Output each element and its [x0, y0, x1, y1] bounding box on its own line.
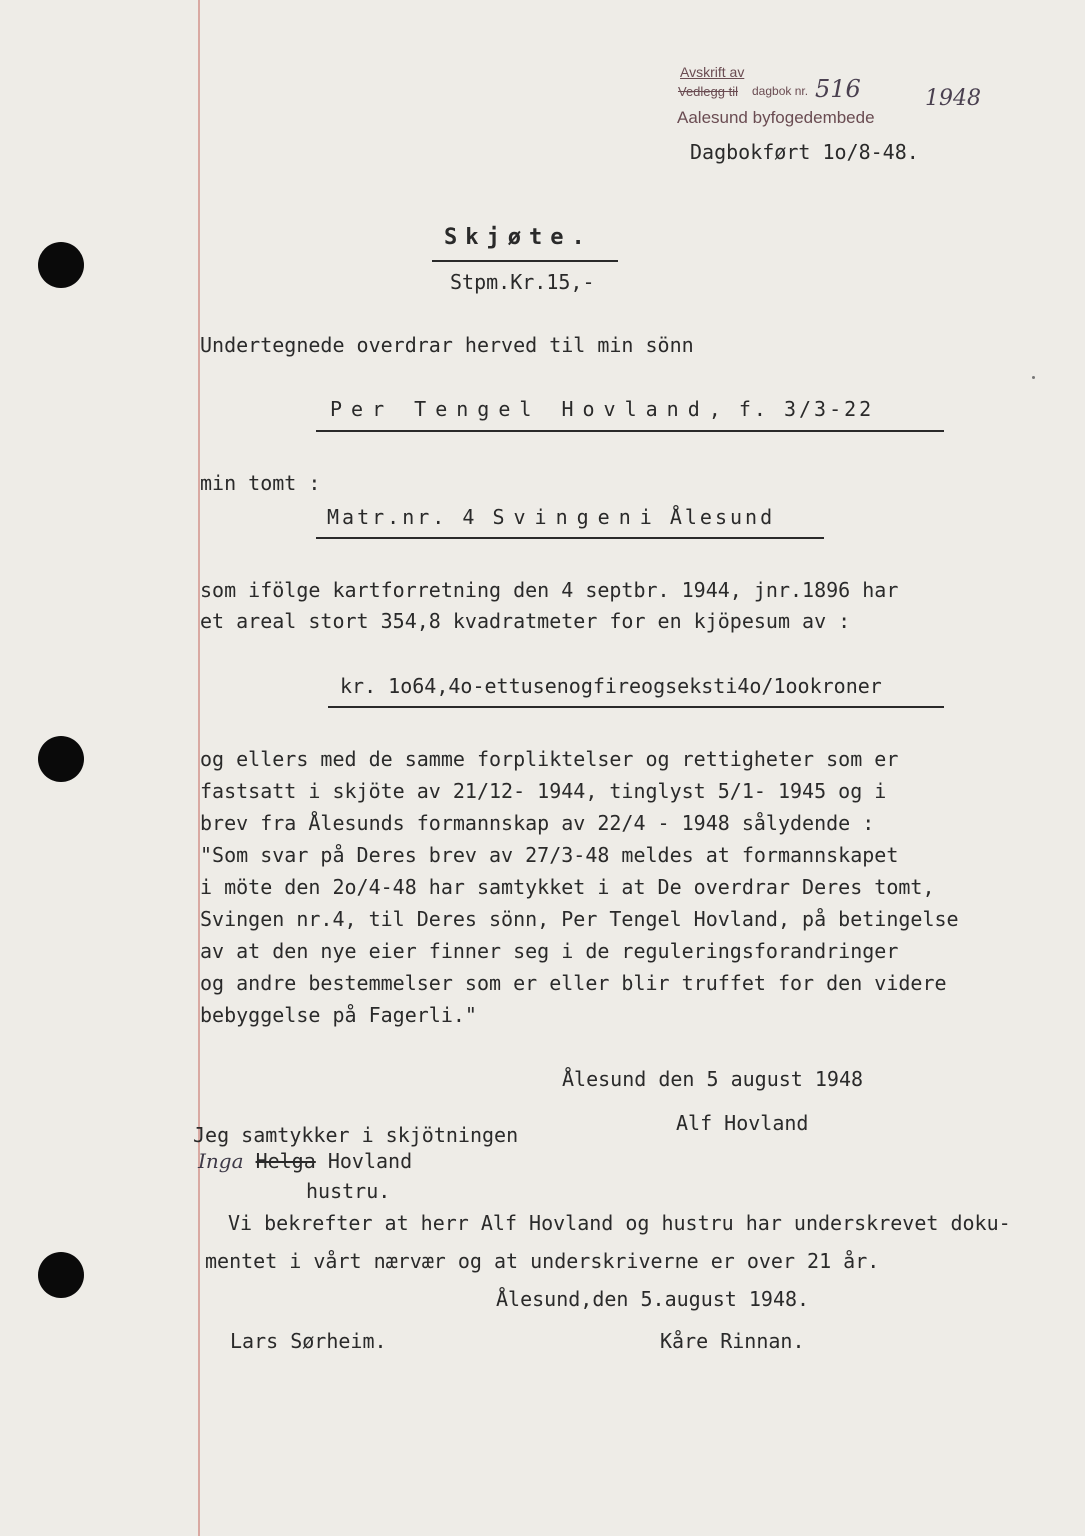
stamp-number: 516 [815, 75, 861, 103]
tomt-label: min tomt : [200, 471, 321, 495]
seller-signature: Alf Hovland [676, 1111, 809, 1135]
consent-line: Jeg samtykker i skjötningen [193, 1123, 519, 1147]
para2-line-5: i möte den 2o/4-48 har samtykket i at De overdrar Deres tomt, [200, 875, 935, 899]
para1-line-1: som ifölge kartforretning den 4 septbr. 1944, jnr.1896 har [200, 578, 899, 602]
para2-line-9: bebyggelse på Fagerli." [200, 1003, 477, 1027]
para2-line-6: Svingen nr.4, til Deres sönn, Per Tengel Hovland, på betingelse [200, 907, 959, 931]
consent-name-line [198, 1149, 412, 1173]
witness-line-2: mentet i vårt nærvær og at underskriverne er over 21 år. [205, 1249, 880, 1273]
buyer-born: , f. 3/3-22 [708, 397, 875, 421]
para2-line-2: fastsatt i skjöte av 21/12- 1944, tinglyst 5/1- 1945 og i [200, 779, 887, 803]
punch-hole-top [38, 242, 84, 288]
intro-line: Undertegnede overdrar herved til min sönn [200, 333, 694, 357]
consent-surname: Hovland [327, 1149, 413, 1173]
stamp-line-3: Aalesund byfogedembede [677, 108, 875, 127]
stamp-fee: Stpm.Kr.15,- [450, 270, 595, 294]
witness-line-1: Vi bekrefter at herr Alf Hovland og hustru har underskrevet doku- [228, 1211, 1011, 1235]
para2-line-4: "Som svar på Deres brev av 27/3-48 meldes at formannskapet [200, 843, 899, 867]
consent-struck-name: Helga [255, 1149, 316, 1173]
property-underline [316, 537, 824, 539]
para1-line-2: et areal stort 354,8 kvadratmeter for en kjöpesum av : [200, 609, 851, 633]
consent-signature: Inga [198, 1149, 244, 1173]
witness-2-signature: Kåre Rinnan. [660, 1329, 805, 1353]
witness-date: Ålesund,den 5.august 1948. [496, 1287, 810, 1311]
para2-line-1: og ellers med de samme forpliktelser og rettigheter som er [200, 747, 899, 771]
property-line [327, 505, 775, 529]
punch-hole-bottom [38, 1252, 84, 1298]
paper-speck [1032, 376, 1035, 379]
stamp-year: 1948 [925, 86, 981, 111]
para2-line-8: og andre bestemmelser som er eller blir truffet for den videre [200, 971, 947, 995]
dagbok-entry: Dagbokført 1o/8-48. [690, 140, 919, 164]
buyer-underline [316, 430, 944, 432]
para2-line-3: brev fra Ålesunds formannskap av 22/4 - 1948 sålydende : [200, 811, 875, 835]
title-underline [432, 260, 618, 262]
property-name: Svingen [492, 505, 640, 529]
place-date: Ålesund den 5 august 1948 [562, 1067, 864, 1091]
para2-line-7: av at den nye eier finner seg i de reguleringsforandringer [200, 939, 899, 963]
consent-role: hustru. [306, 1179, 391, 1203]
punch-hole-middle [38, 736, 84, 782]
price-line: kr. 1o64,4o-ettusenogfireogseksti4o/1ookroner [340, 674, 882, 698]
document-title: Skjøte. [444, 225, 593, 250]
buyer-name: Per Tengel Hovland [330, 397, 709, 421]
property-suffix: i Ålesund [639, 505, 776, 529]
price-underline [328, 706, 944, 708]
stamp-line-1: Avskrift av [680, 64, 745, 80]
stamp-line-2: Vedlegg til [678, 84, 738, 99]
stamp-line-2b: dagbok nr. [752, 84, 809, 98]
property-prefix: Matr.nr. 4 [327, 505, 478, 529]
witness-1-signature: Lars Sørheim. [230, 1329, 387, 1353]
buyer-line [330, 397, 874, 421]
